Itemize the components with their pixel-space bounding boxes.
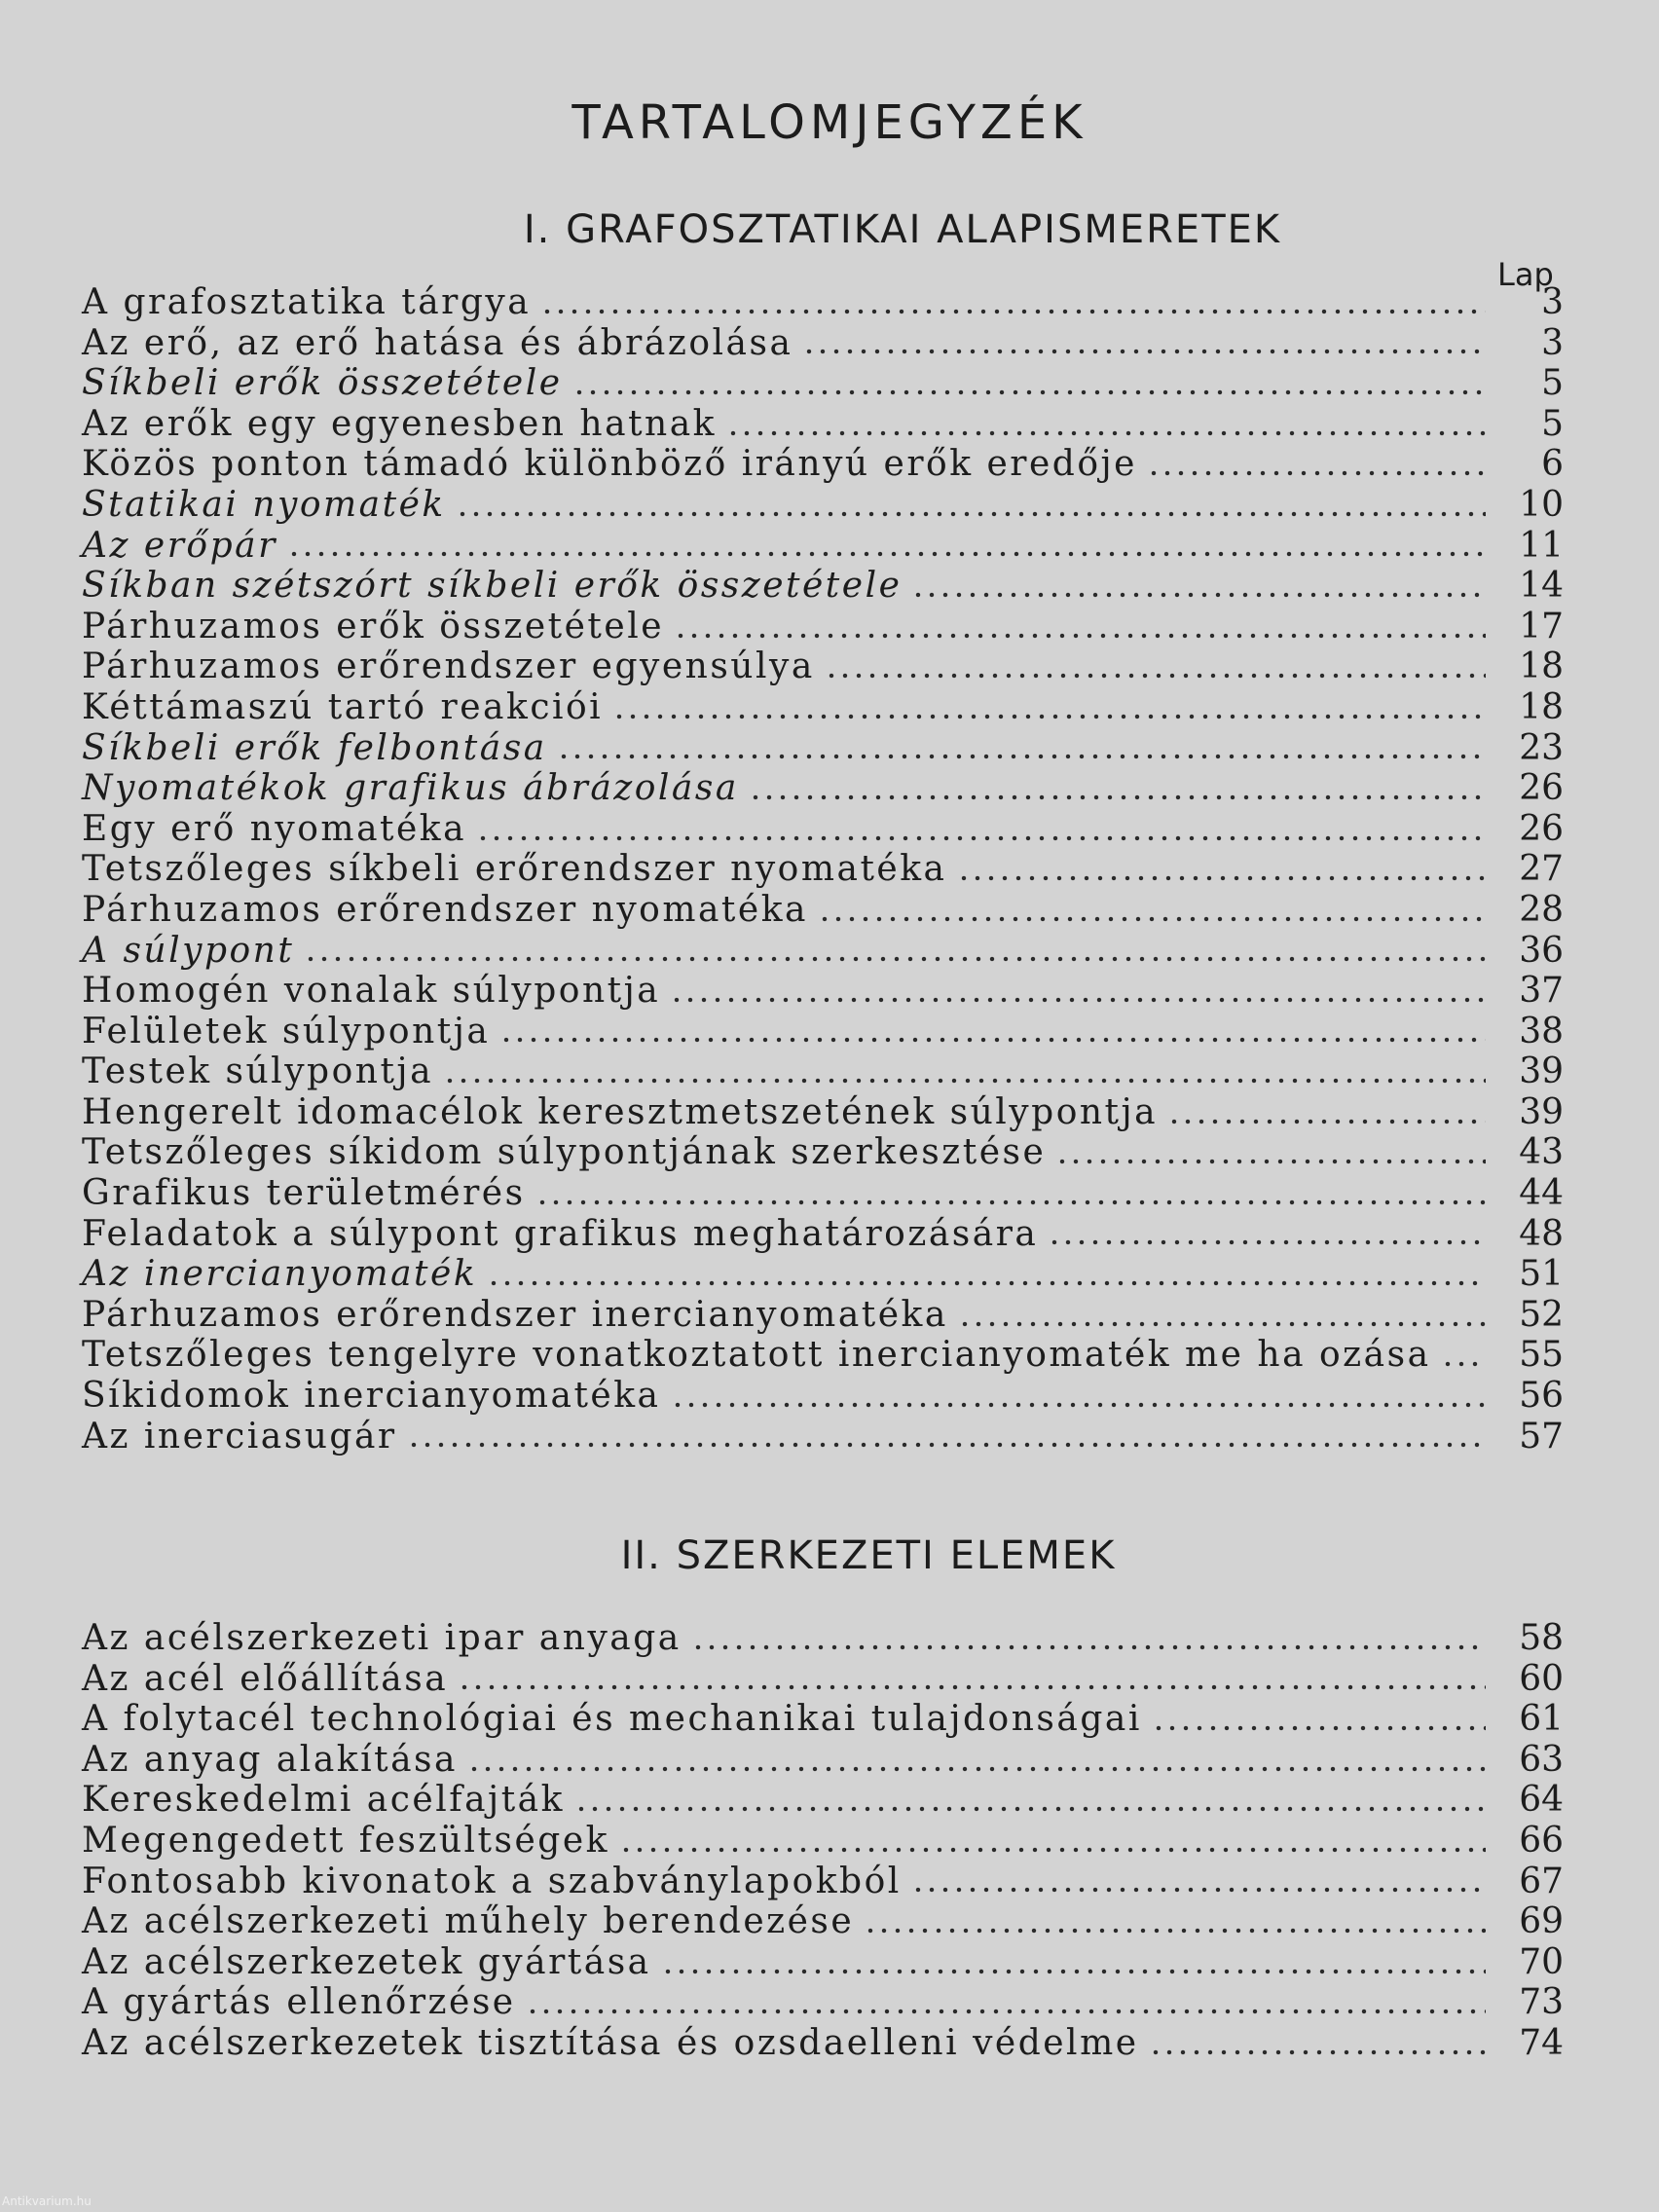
toc-entry-title: Párhuzamos erőrendszer egyensúlya [82,646,815,687]
toc-entry-page: 44 [1519,1173,1564,1214]
dot-leader [957,874,1487,882]
toc-entry-page: 36 [1519,930,1564,971]
dot-leader [958,1320,1486,1328]
toc-entry-page: 5 [1541,403,1564,444]
dot-leader [691,1643,1486,1651]
toc-entry [82,566,1564,607]
toc-entry-page: 73 [1519,1982,1564,2023]
dot-leader [661,1968,1486,1975]
dot-leader [1441,1360,1486,1368]
toc-entry-title: Az anyag alakítása [82,1739,458,1780]
toc-entry [82,1942,1564,1983]
toc-entry-page: 28 [1519,889,1564,930]
toc-entry [82,1173,1564,1214]
toc-entry-title: Párhuzamos erőrendszer inercianyomatéka [82,1294,948,1335]
toc-entry-page: 60 [1519,1658,1564,1699]
toc-entry [82,1295,1564,1336]
section-2-heading: II. SZERKEZETI ELEMEK [620,1533,1117,1578]
dot-leader [612,713,1486,720]
toc-entry [82,1699,1564,1740]
toc-entry-page: 3 [1541,322,1564,363]
toc-entry [82,1780,1564,1821]
toc-entry-title: Tetszőleges tengelyre vonatkoztatott inercianyomaték me ha ozása [82,1335,1431,1376]
toc-entry-page: 61 [1519,1699,1564,1740]
dot-leader [458,1683,1486,1691]
toc-entry [82,1254,1564,1295]
toc-entry-title: Testek súlypontja [82,1051,434,1092]
watermark: Antikvarium.hu [2,2194,92,2208]
dot-leader [499,1036,1486,1044]
toc-entry [82,526,1564,567]
toc-entry-title: Fontosabb kivonatok a szabványlapokból [82,1861,902,1901]
toc-entry-page: 64 [1519,1780,1564,1821]
toc-entry [82,1417,1564,1457]
toc-entry-page: 11 [1519,525,1564,566]
dot-leader [467,1765,1486,1773]
toc-entry-title: A folytacél technológiai és mechanikai tulajdonságai [82,1699,1142,1740]
toc-entry-page: 38 [1519,1011,1564,1051]
toc-entry [82,1335,1564,1376]
toc-entry-title: Síkbeli erők felbontása [82,727,547,768]
dot-leader [864,1927,1486,1935]
toc-entry-page: 74 [1519,2022,1564,2063]
toc-entry-title: Az inerciasugár [82,1416,397,1456]
toc-entry-page: 14 [1519,566,1564,607]
toc-entry-title: Felületek súlypontja [82,1011,491,1051]
toc-entry-page: 23 [1519,727,1564,768]
toc-entry [82,1618,1564,1659]
dot-leader [674,632,1486,640]
dot-leader [443,1077,1486,1085]
toc-entry [82,646,1564,687]
toc-entry [82,728,1564,769]
toc-entry-title: Síkidomok inercianyomatéka [82,1376,661,1417]
dot-leader [1147,469,1486,477]
toc-entry-title: Statikai nyomaték [82,484,446,525]
toc-entry-title: Megengedett feszültségek [82,1820,609,1861]
toc-entry-title: Hengerelt idomacélok keresztmetszetének súlypontja [82,1091,1159,1132]
page-title: TARTALOMJEGYZÉK [571,95,1088,150]
toc-entry-title: Párhuzamos erők összetétele [82,606,665,646]
toc-entry-title: Az erők egy egyenesben hatnak [82,403,717,444]
dot-leader [1152,1724,1486,1732]
toc-entry [82,1376,1564,1417]
dot-leader [911,591,1486,599]
toc-entry-title: Az acélszerkezeti műhely berendezése [82,1901,855,1942]
toc-entry [82,971,1564,1012]
toc-entry [82,1132,1564,1173]
toc-entry [82,1901,1564,1942]
toc-entry-title: Nyomatékok grafikus ábrázolása [82,768,739,809]
dot-leader [825,672,1486,680]
dot-leader [670,996,1486,1004]
toc-entry-page: 67 [1519,1861,1564,1901]
dot-leader [572,388,1486,396]
toc-entry [82,768,1564,809]
toc-entry [82,485,1564,526]
toc-entry-page: 3 [1541,282,1564,322]
toc-entry-page: 70 [1519,1941,1564,1982]
dot-leader [1055,1158,1486,1165]
dot-leader [287,550,1486,558]
section-1-heading: I. GRAFOSZTATIKAI ALAPISMERETEK [523,207,1282,252]
dot-leader [540,308,1486,315]
toc-entry-page: 10 [1519,484,1564,525]
toc-entry-page: 5 [1541,363,1564,404]
dot-leader [1149,2048,1486,2056]
toc-entry-title: Síkban szétszórt síkbeli erők összetétele [82,566,903,607]
toc-entry [82,444,1564,485]
toc-entry-page: 43 [1519,1132,1564,1173]
dot-leader [476,834,1486,842]
toc-entry-page: 18 [1519,686,1564,727]
dot-leader [535,1198,1486,1206]
dot-leader [1048,1238,1486,1246]
toc-entry [82,607,1564,647]
page-column-label: Lap [1497,256,1554,293]
toc-entry [82,931,1564,972]
dot-leader [671,1401,1487,1409]
toc-entry-page: 39 [1519,1051,1564,1092]
toc-entry-page: 17 [1519,606,1564,646]
toc-entry-page: 58 [1519,1618,1564,1658]
toc-entry-page: 52 [1519,1294,1564,1335]
toc-entry-page: 66 [1519,1820,1564,1861]
dot-leader [407,1441,1486,1449]
dot-leader [456,510,1486,518]
toc-entry [82,809,1564,850]
toc-entry-title: Tetszőleges síkbeli erőrendszer nyomatéka [82,849,947,890]
dot-leader [749,793,1486,801]
toc-entry-page: 56 [1519,1376,1564,1417]
toc-entry-page: 51 [1519,1254,1564,1295]
toc-entry [82,1982,1564,2023]
toc-entry-page: 69 [1519,1901,1564,1942]
toc-entry [82,849,1564,890]
toc-entry-title: Homogén vonalak súlypontja [82,971,661,1012]
toc-entry-title: Az inercianyomaték [82,1254,478,1295]
toc-entry-title: Párhuzamos erőrendszer nyomatéka [82,889,808,930]
toc-entry-title: Az erőpár [82,525,277,566]
toc-entry-title: Az erő, az erő hatása és ábrázolása [82,322,793,363]
toc-entry-title: Egy erő nyomatéka [82,808,467,849]
toc-entry-title: Síkbeli erők összetétele [82,363,563,404]
toc-entry-title: Az acél előállítása [82,1658,449,1699]
toc-entry-title: Az acélszerkezetek gyártása [82,1941,651,1982]
toc-entry-title: Grafikus területmérés [82,1173,526,1214]
toc-entry-page: 37 [1519,971,1564,1012]
toc-entry [82,1740,1564,1781]
toc-entry-title: A grafosztatika tárgya [82,282,532,322]
toc-entry [82,687,1564,728]
toc-entry-page: 27 [1519,849,1564,890]
toc-entry [82,404,1564,445]
toc-entry-title: A súlypont [82,930,295,971]
toc-entry [82,1214,1564,1255]
dot-leader [726,429,1486,437]
dot-leader [526,2008,1486,2015]
toc-entry [82,1092,1564,1133]
toc-entry [82,1659,1564,1700]
dot-leader [619,1846,1486,1854]
toc-entry-page: 57 [1519,1416,1564,1456]
toc-entry-title: Az acélszerkezetek tisztítása és ozsdaelleni védelme [82,2022,1139,2063]
toc-entry-title: Kereskedelmi acélfajták [82,1780,565,1821]
toc-entry-title: A gyártás ellenőrzése [82,1982,516,2023]
toc-entry [82,1012,1564,1052]
toc-entry [82,1051,1564,1092]
toc-entry [82,282,1564,323]
toc-entry-title: Feladatok a súlypont grafikus meghatározására [82,1213,1039,1254]
toc-entry-page: 55 [1519,1335,1564,1376]
toc-entry-page: 18 [1519,646,1564,687]
toc-entry-page: 63 [1519,1739,1564,1780]
dot-leader [487,1279,1486,1287]
toc-entry [82,323,1564,364]
dot-leader [911,1886,1486,1894]
toc-entry-page: 26 [1519,768,1564,809]
toc-entry-title: Kéttámaszú tartó reakciói [82,686,604,727]
dot-leader [802,348,1486,355]
section-2-list [82,1618,1564,2064]
dot-leader [574,1805,1486,1813]
dot-leader [304,955,1486,963]
dot-leader [557,753,1486,760]
toc-entry-page: 26 [1519,808,1564,849]
toc-entry-title: Az acélszerkezeti ipar anyaga [82,1618,682,1658]
toc-entry-title: Tetszőleges síkidom súlypontjának szerkesztése [82,1132,1047,1173]
toc-entry-page: 48 [1519,1213,1564,1254]
dot-leader [1167,1118,1486,1125]
toc-entry [82,1821,1564,1862]
section-1-list [82,282,1564,1456]
toc-entry [82,363,1564,404]
toc-entry-title: Közös ponton támadó különböző irányú erők eredője [82,444,1137,485]
dot-leader [818,915,1486,923]
toc-entry-page: 6 [1541,444,1564,485]
toc-entry [82,2023,1564,2064]
toc-entry [82,1862,1564,1902]
toc-entry-page: 39 [1519,1091,1564,1132]
toc-entry [82,890,1564,931]
